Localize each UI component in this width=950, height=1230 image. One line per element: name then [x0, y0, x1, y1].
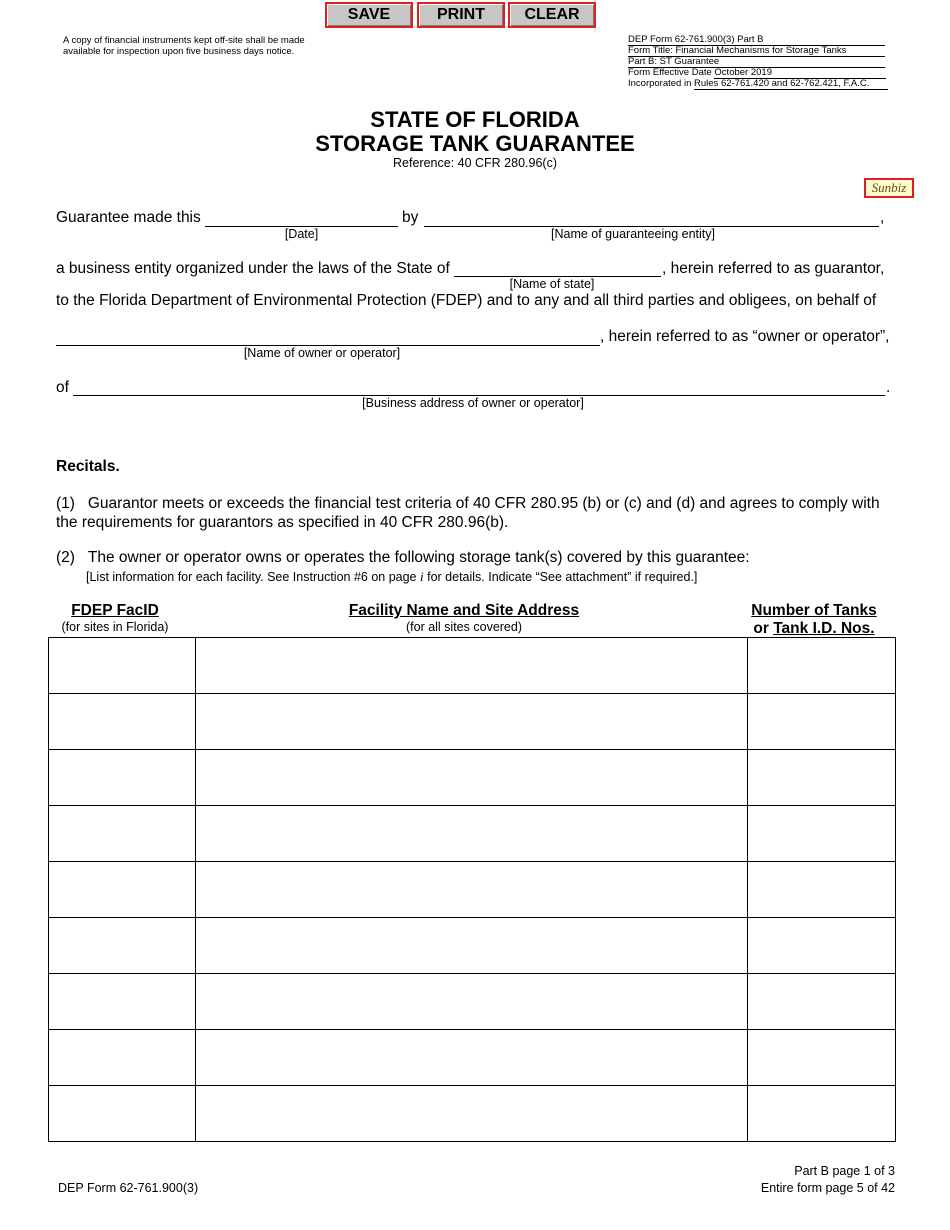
form-title: Form Title: Financial Mechanisms for Storage Tanks	[628, 45, 885, 57]
recital-2-number: (2)	[56, 549, 75, 566]
col-facility-header	[200, 602, 728, 620]
table-row	[49, 806, 896, 862]
recital-2-note	[86, 569, 697, 585]
recital-2-note-a: [List information for each facility. See Instruction #6 on page	[86, 570, 417, 584]
facid-cell[interactable]	[49, 638, 196, 694]
notice-line-2: available for inspection upon five business days notice.	[63, 46, 295, 57]
table-row	[49, 750, 896, 806]
col-tanks-header	[734, 602, 894, 620]
col-facility-sub: (for all sites covered)	[405, 620, 522, 634]
facility-cell[interactable]	[196, 1086, 748, 1142]
facility-cell[interactable]	[196, 918, 748, 974]
footer-form-id: DEP Form 62-761.900(3)	[58, 1181, 199, 1195]
owner-caption: [Name of owner or operator]	[243, 346, 401, 360]
state-caption: [Name of state]	[509, 277, 595, 291]
recital-1-line-1	[56, 494, 896, 513]
facid-cell[interactable]	[49, 862, 196, 918]
tanks-cell[interactable]	[748, 806, 896, 862]
recital-1-text: Guarantor meets or exceeds the financial test criteria of 40 CFR 280.95 (b) or (c) and (d) and agrees to comply with	[87, 495, 880, 512]
line1-comma: ,	[880, 209, 885, 226]
facid-cell[interactable]	[49, 974, 196, 1030]
page-subtitle: STORAGE TANK GUARANTEE	[315, 131, 635, 156]
notice-line-1: A copy of financial instruments kept off-site shall be made	[63, 35, 305, 46]
table-row	[49, 1086, 896, 1142]
recital-1-line-2: the requirements for guarantors as specified in 40 CFR 280.96(b).	[56, 514, 509, 531]
of-label: of	[56, 379, 69, 396]
table-row	[49, 918, 896, 974]
recital-2-text: The owner or operator owns or operates the following storage tank(s) covered by this guarantee:	[87, 549, 750, 566]
col-facility-title: Facility Name and Site Address	[348, 602, 580, 619]
col-facid-title: FDEP FacID	[71, 602, 159, 619]
facid-cell[interactable]	[49, 806, 196, 862]
form-number: DEP Form 62-761.900(3) Part B	[628, 34, 885, 46]
facility-cell[interactable]	[196, 974, 748, 1030]
footer-part-page: Part B page 1 of 3	[794, 1164, 895, 1178]
guarantee-made-this-label: Guarantee made this	[56, 209, 201, 226]
col-facid-header	[40, 602, 190, 620]
recital-2	[56, 548, 896, 567]
facility-cell[interactable]	[196, 806, 748, 862]
facility-cell[interactable]	[196, 862, 748, 918]
col-tanks-or: or	[753, 620, 769, 637]
tanks-cell[interactable]	[748, 1086, 896, 1142]
tanks-cell[interactable]	[748, 694, 896, 750]
form-incorporated	[628, 78, 885, 90]
table-row	[49, 974, 896, 1030]
recital-1	[56, 494, 896, 532]
col-tanks-title-1: Number of Tanks	[751, 602, 877, 619]
tanks-cell[interactable]	[748, 974, 896, 1030]
print-button[interactable]: PRINT	[417, 2, 505, 28]
footer-entire-page: Entire form page 5 of 42	[760, 1181, 895, 1195]
facility-cell[interactable]	[196, 750, 748, 806]
table-row	[49, 862, 896, 918]
tanks-cell[interactable]	[748, 918, 896, 974]
tanks-cell[interactable]	[748, 1030, 896, 1086]
offsite-notice	[63, 35, 323, 57]
facid-cell[interactable]	[49, 918, 196, 974]
facility-cell[interactable]	[196, 1030, 748, 1086]
table-row	[49, 1030, 896, 1086]
facid-cell[interactable]	[49, 1030, 196, 1086]
col-tanks-title-2: Tank I.D. Nos.	[773, 620, 875, 637]
incorporated-rules: Rules 62-761.420 and 62-762.421, F.A.C.	[694, 79, 888, 90]
by-label: by	[402, 209, 419, 226]
tanks-cell[interactable]	[748, 750, 896, 806]
clear-button[interactable]: CLEAR	[508, 2, 596, 28]
form-part: Part B: ST Guarantee	[628, 56, 885, 68]
recital-1-number: (1)	[56, 495, 75, 512]
guarantor-label: , herein referred to as guarantor,	[662, 260, 885, 277]
recital-2-note-i: i	[420, 569, 424, 584]
recital-2-note-b: for details. Indicate “See attachment” if required.]	[427, 570, 698, 584]
date-caption: [Date]	[284, 227, 319, 241]
col-facid-sub: (for sites in Florida)	[61, 620, 169, 634]
col-tanks-header-2	[734, 620, 894, 638]
owner-operator-label: , herein referred to as “owner or operator”,	[600, 328, 890, 345]
facility-cell[interactable]	[196, 694, 748, 750]
page-title: STATE OF FLORIDA	[370, 107, 580, 132]
address-period: .	[886, 379, 891, 396]
sunbiz-link[interactable]: Sunbiz	[864, 178, 914, 198]
facid-cell[interactable]	[49, 750, 196, 806]
facid-cell[interactable]	[49, 1086, 196, 1142]
incorporated-label: Incorporated in	[628, 78, 692, 89]
tanks-cell[interactable]	[748, 862, 896, 918]
fdep-obligees-text: to the Florida Department of Environmental Protection (FDEP) and to any and all third parties and obligees, on behalf of	[56, 292, 877, 309]
entity-caption: [Name of guaranteeing entity]	[551, 227, 715, 241]
effective-date: October 2019	[714, 68, 886, 79]
recitals-heading: Recitals.	[56, 458, 120, 475]
save-button[interactable]: SAVE	[325, 2, 413, 28]
facility-table	[48, 637, 896, 1142]
address-caption: [Business address of owner or operator]	[362, 396, 584, 410]
table-row	[49, 638, 896, 694]
effective-label: Form Effective Date	[628, 67, 712, 78]
reference-citation: Reference: 40 CFR 280.96(c)	[393, 156, 557, 170]
tanks-cell[interactable]	[748, 638, 896, 694]
organized-under-label: a business entity organized under the laws of the State of	[56, 260, 450, 277]
facility-cell[interactable]	[196, 638, 748, 694]
facid-cell[interactable]	[49, 694, 196, 750]
table-row	[49, 694, 896, 750]
